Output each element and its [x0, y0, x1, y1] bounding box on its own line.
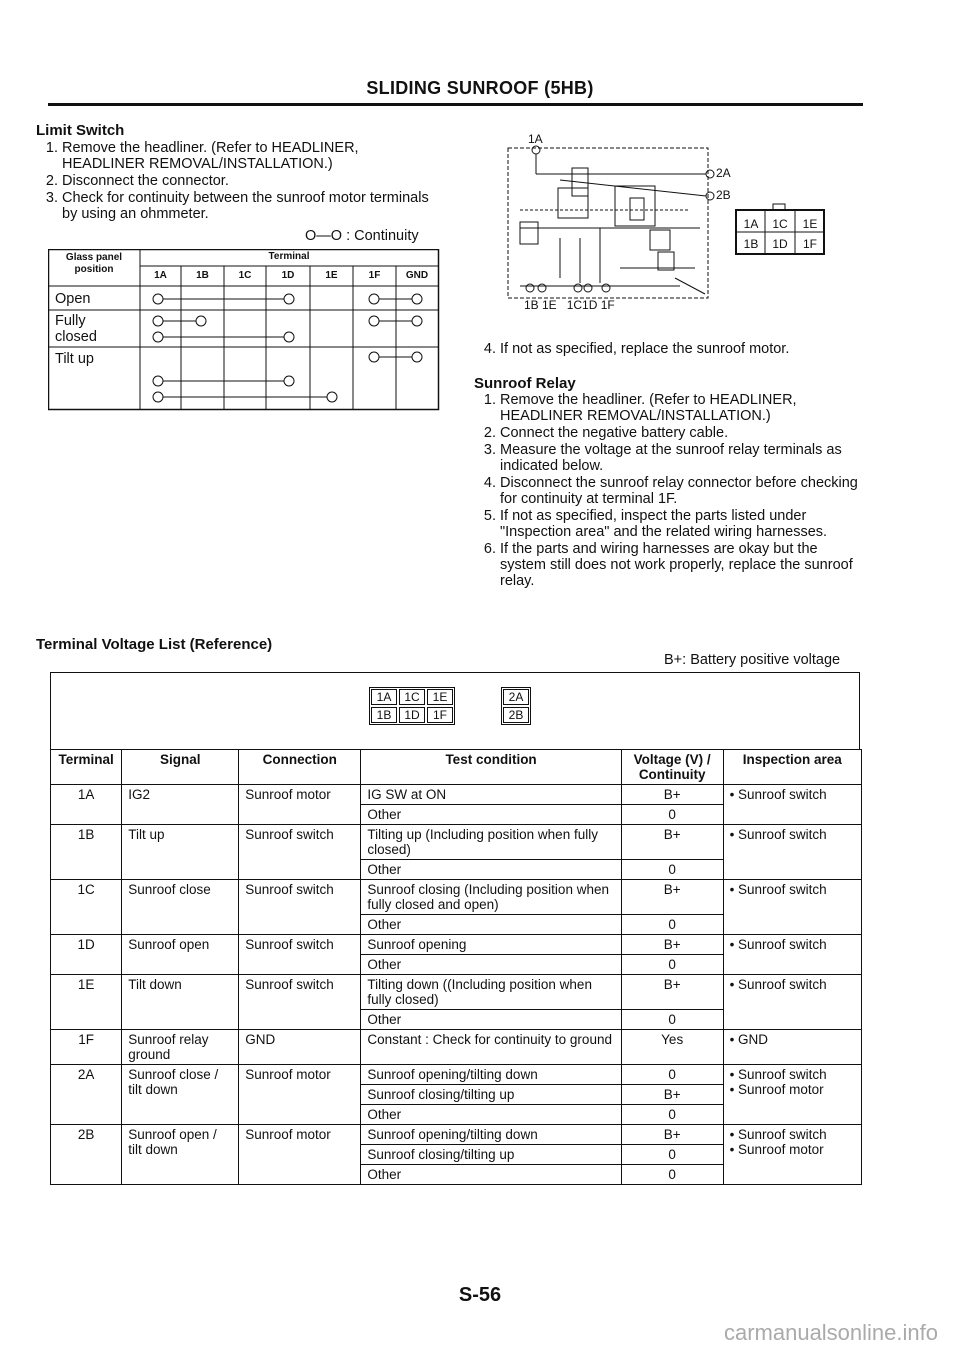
terminal-col: 1B	[196, 270, 209, 281]
cell-voltage: 0	[621, 955, 723, 975]
title-rule	[48, 103, 863, 106]
watermark: carmanualsonline.info	[723, 1320, 938, 1345]
cell-inspection	[723, 1125, 861, 1185]
cell-test-condition: Sunroof closing/tilting up	[361, 1085, 621, 1105]
wiring-diagram	[500, 118, 850, 318]
diagram-label-1a: 1A	[528, 132, 543, 146]
terminal-col: 1F	[368, 270, 381, 281]
cell-voltage: B+	[621, 785, 723, 805]
cell-test-condition: Sunroof opening/tilting down	[361, 1065, 621, 1085]
cell-test-condition: Constant : Check for continuity to ground	[361, 1030, 621, 1065]
pin: 1C	[399, 689, 425, 705]
cell-test-condition: Other	[361, 1105, 621, 1125]
cell-voltage: 0	[621, 1105, 723, 1125]
cell-voltage: 0	[621, 915, 723, 935]
cell-test-condition: Sunroof opening/tilting down	[361, 1125, 621, 1145]
cell-connection: Sunroof motor	[239, 1125, 361, 1185]
cell-test-condition: Tilting up (Including position when fully closed)	[361, 825, 621, 860]
cell-inspection	[723, 880, 861, 935]
cell-test-condition: Tilting down ((Including position when fully closed)	[361, 975, 621, 1010]
cell-test-condition: IG SW at ON	[361, 785, 621, 805]
cell-signal: Sunroof close / tilt down	[122, 1065, 239, 1125]
th-test: Test condition	[361, 750, 621, 785]
diagram-label-2b: 2B	[716, 188, 731, 202]
cell-voltage: 0	[621, 860, 723, 880]
cell-voltage: 0	[621, 1145, 723, 1165]
cell-inspection	[723, 935, 861, 975]
cell-voltage: 0	[621, 1010, 723, 1030]
cell-terminal: 1A	[51, 785, 122, 825]
pin-label: 1A	[743, 217, 759, 231]
cell-connection: Sunroof motor	[239, 785, 361, 825]
cell-signal: Tilt up	[122, 825, 239, 880]
continuity-legend: O—O : Continuity	[305, 228, 419, 244]
page-title: SLIDING SUNROOF (5HB)	[366, 78, 594, 98]
cell-signal: Sunroof close	[122, 880, 239, 935]
page-number: S-56	[458, 1284, 502, 1306]
terminal-col: 1A	[154, 270, 167, 281]
cell-test-condition: Sunroof closing/tilting up	[361, 1145, 621, 1165]
pin: 1B	[371, 707, 397, 723]
cell-voltage: B+	[621, 975, 723, 1010]
connector-a-frame	[369, 687, 455, 725]
cell-inspection	[723, 785, 861, 825]
battery-note: B+: Battery positive voltage	[664, 652, 841, 668]
sunroof-relay-steps	[478, 392, 862, 590]
glass-panel-header: Glass panel position	[65, 252, 123, 275]
pin: 1A	[371, 689, 397, 705]
cell-inspection	[723, 1030, 861, 1065]
limit-switch-table	[48, 249, 440, 416]
voltage-list-heading: Terminal Voltage List (Reference)	[36, 636, 273, 653]
inspection-item: • Sunroof switch	[729, 937, 827, 952]
relay-step: 1. Remove the headliner. (Refer to HEADLINER, HEADLINER REMOVAL/INSTALLATION.)	[500, 392, 862, 424]
terminal-header: Terminal	[268, 251, 310, 262]
cell-voltage: B+	[621, 935, 723, 955]
relay-connector-a	[369, 687, 455, 725]
cell-signal: Sunroof relay ground	[122, 1030, 239, 1065]
inspection-item: • Sunroof motor	[729, 1142, 824, 1157]
position-tilt-up: Tilt up	[55, 351, 94, 367]
cell-test-condition: Sunroof closing (Including position when fully closed and open)	[361, 880, 621, 915]
limit-switch-heading: Limit Switch	[36, 122, 125, 139]
terminal-voltage-table	[50, 749, 862, 1185]
diagram-label-2a: 2A	[716, 166, 731, 180]
cell-connection: Sunroof switch	[239, 935, 361, 975]
table-row	[51, 785, 862, 805]
connector-b-frame	[501, 687, 531, 725]
th-connection: Connection	[239, 750, 361, 785]
cell-connection: Sunroof switch	[239, 880, 361, 935]
cell-terminal: 1F	[51, 1030, 122, 1065]
cell-signal: Sunroof open	[122, 935, 239, 975]
limit-step: 1. Remove the headliner. (Refer to HEADLINER, HEADLINER REMOVAL/INSTALLATION.)	[62, 140, 440, 172]
sunroof-relay-heading: Sunroof Relay	[474, 375, 576, 392]
relay-connector-b	[501, 687, 531, 725]
relay-step: 5. If not as specified, inspect the parts listed under "Inspection area" and the related wiring harnesses.	[500, 508, 862, 540]
cell-inspection	[723, 825, 861, 880]
table-row	[51, 935, 862, 955]
cell-test-condition: Other	[361, 1010, 621, 1030]
cell-terminal: 1B	[51, 825, 122, 880]
pin-label: 1B	[743, 237, 759, 251]
relay-step: 6. If the parts and wiring harnesses are okay but the system still does not work properly, replace the sunroof relay.	[500, 541, 862, 589]
limit-step: 3. Check for continuity between the sunroof motor terminals by using an ohmmeter.	[62, 190, 440, 222]
inspection-item: • Sunroof switch	[729, 1067, 827, 1082]
cell-terminal: 1E	[51, 975, 122, 1030]
cell-connection: Sunroof switch	[239, 975, 361, 1030]
cell-test-condition: Other	[361, 1165, 621, 1185]
cell-inspection	[723, 1065, 861, 1125]
table-row	[51, 1030, 862, 1065]
position-fully-closed: Fully closed	[55, 313, 97, 345]
table-row	[51, 880, 862, 915]
cell-connection: GND	[239, 1030, 361, 1065]
table-row	[51, 825, 862, 860]
inspection-item: • Sunroof switch	[729, 827, 827, 842]
pin-label: 1C	[772, 217, 788, 231]
inspection-item: • Sunroof switch	[729, 882, 827, 897]
terminal-col: GND	[405, 270, 429, 281]
pin: 1D	[399, 707, 425, 723]
inspection-item: • Sunroof switch	[729, 1127, 827, 1142]
relay-step: 4. Disconnect the sunroof relay connector before checking for continuity at terminal 1F.	[500, 475, 862, 507]
cell-test-condition: Other	[361, 915, 621, 935]
cell-test-condition: Other	[361, 805, 621, 825]
pin: 2A	[503, 689, 529, 705]
inspection-item: • GND	[729, 1032, 769, 1047]
cell-voltage: 0	[621, 1065, 723, 1085]
inspection-item: • Sunroof switch	[729, 977, 827, 992]
position-open: Open	[55, 291, 91, 307]
th-terminal: Terminal	[51, 750, 122, 785]
step-4	[478, 341, 868, 358]
pin-label: 1E	[802, 217, 818, 231]
cell-terminal: 1D	[51, 935, 122, 975]
cell-voltage: B+	[621, 825, 723, 860]
cell-voltage: 0	[621, 805, 723, 825]
cell-terminal: 2A	[51, 1065, 122, 1125]
cell-signal: IG2	[122, 785, 239, 825]
pin-label: 1D	[772, 237, 788, 251]
cell-test-condition: Sunroof opening	[361, 935, 621, 955]
cell-connection: Sunroof switch	[239, 825, 361, 880]
step-4-text: 4. If not as specified, replace the sunroof motor.	[500, 341, 868, 357]
cell-voltage: Yes	[621, 1030, 723, 1065]
cell-terminal: 1C	[51, 880, 122, 935]
cell-test-condition: Other	[361, 955, 621, 975]
connector-header-box	[50, 672, 860, 750]
relay-step: 3. Measure the voltage at the sunroof relay terminals as indicated below.	[500, 442, 862, 474]
th-inspection: Inspection area	[723, 750, 861, 785]
terminal-col: 1C	[238, 270, 252, 281]
cell-voltage: B+	[621, 1085, 723, 1105]
th-signal: Signal	[122, 750, 239, 785]
table-row	[51, 1125, 862, 1145]
relay-step: 2. Connect the negative battery cable.	[500, 425, 862, 441]
cell-voltage: 0	[621, 1165, 723, 1185]
pin: 2B	[503, 707, 529, 723]
terminal-col: 1E	[325, 270, 338, 281]
terminal-col: 1D	[281, 270, 295, 281]
cell-voltage: B+	[621, 880, 723, 915]
limit-step: 2. Disconnect the connector.	[62, 173, 440, 189]
table-header-row	[51, 750, 862, 785]
cell-signal: Tilt down	[122, 975, 239, 1030]
pin: 1E	[427, 689, 453, 705]
table-row	[51, 1065, 862, 1085]
cell-test-condition: Other	[361, 860, 621, 880]
limit-switch-steps	[40, 140, 440, 223]
pin-label: 1F	[802, 237, 817, 251]
cell-signal: Sunroof open / tilt down	[122, 1125, 239, 1185]
cell-connection: Sunroof motor	[239, 1065, 361, 1125]
table-row	[51, 975, 862, 1010]
inspection-item: • Sunroof switch	[729, 787, 827, 802]
diagram-label-bottom: 1B 1E 1C1D 1F	[524, 298, 615, 312]
cell-voltage: B+	[621, 1125, 723, 1145]
cell-inspection	[723, 975, 861, 1030]
pin: 1F	[427, 707, 453, 723]
cell-terminal: 2B	[51, 1125, 122, 1185]
th-voltage: Voltage (V) / Continuity	[621, 750, 723, 785]
inspection-item: • Sunroof motor	[729, 1082, 824, 1097]
